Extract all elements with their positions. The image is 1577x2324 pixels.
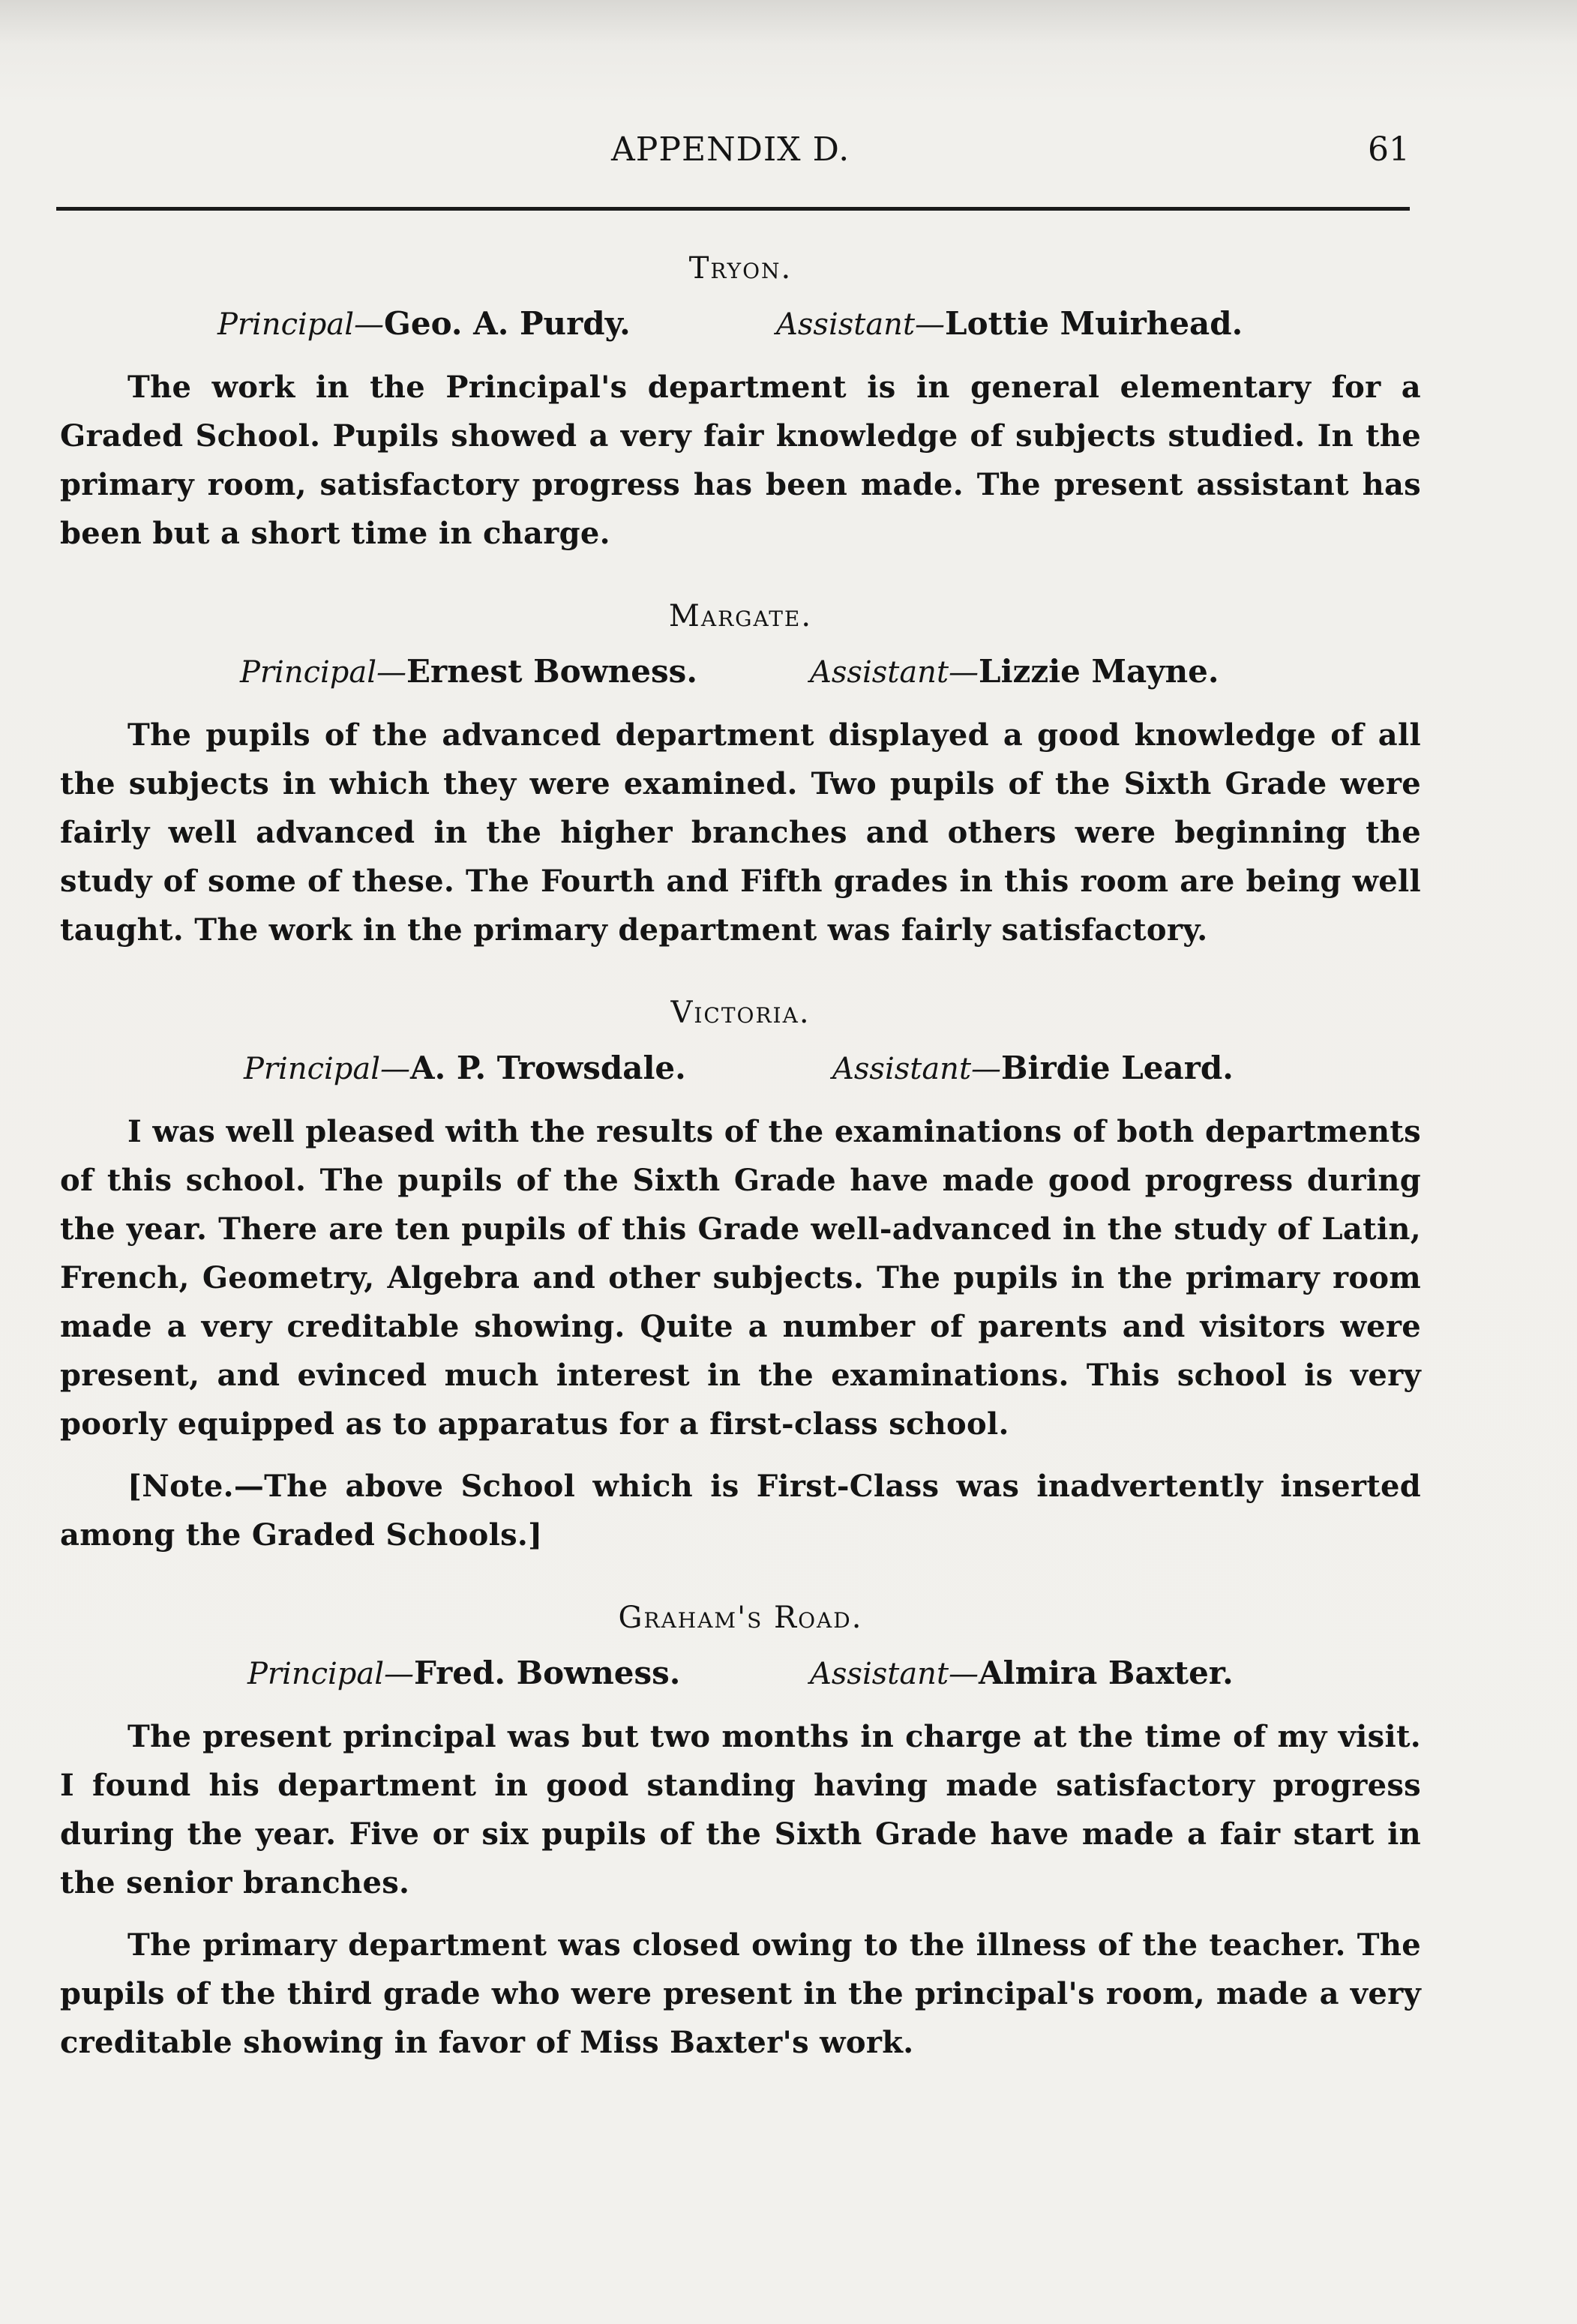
school-heading: Victoria. [670, 996, 811, 1030]
section-victoria [60, 992, 1421, 1559]
staff-line [60, 649, 1421, 694]
assistant [810, 649, 1219, 695]
principal-role: Principal— [247, 1657, 415, 1691]
principal-name: Fred. Bowness. [414, 1655, 681, 1691]
assistant-role: Assistant— [810, 655, 979, 690]
header-title: APPENDIX D. [611, 130, 850, 169]
report-paragraph: The pupils of the advanced department displayed a good knowledge of all the subjects in which they were examined. Two pupils of the Sixth Grade were fairly well advanced in the higher branches and others were beginning the study of some of these. The Fourth and Fifth grades in this room are being well taught. The work in the primary department was fairly satisfactory. [60, 717, 1421, 948]
page-number: 61 [1368, 130, 1410, 169]
principal [217, 301, 631, 347]
assistant-role: Assistant— [832, 1052, 1002, 1086]
principal [244, 1046, 686, 1092]
school-heading: Margate. [668, 599, 813, 633]
principal-role: Principal— [217, 307, 385, 342]
principal-name: Geo. A. Purdy. [384, 305, 631, 342]
principal-role: Principal— [240, 655, 407, 690]
staff-line [60, 1651, 1421, 1696]
school-heading: Graham's Road. [618, 1601, 863, 1635]
report-paragraph: I was well pleased with the results of the examinations of both departments of this school. The pupils of the Sixth Grade have made good progress during the year. There are ten pupils of this Grade well-advanced in the study of Latin, French, Geometry, Algebra and other subjects. The pupils in the primary room made a very creditable showing. Quite a number of parents and visitors were present, and evinced much interest in the examinations. This school is very poorly equipped as to apparatus for a first-class school. [60, 1114, 1421, 1442]
principal-name: Ernest Bowness. [406, 653, 697, 690]
staff-line [60, 1046, 1421, 1091]
page-body [60, 247, 1421, 2067]
section-margate [60, 595, 1421, 954]
principal-name: A. P. Trowsdale. [410, 1050, 686, 1086]
principal [240, 649, 697, 695]
section-tryon [60, 247, 1421, 558]
staff-line [60, 301, 1421, 346]
assistant-name: Lizzie Mayne. [979, 653, 1219, 690]
report-paragraph: The primary department was closed owing to the illness of the teacher. The pupils of the third grade who were present in the principal's room, made a very creditable showing in favor of Miss Baxter's work. [60, 1927, 1421, 2060]
report-paragraph: The work in the Principal's department is in general elementary for a Graded School. Pupils showed a very fair knowledge of subjects studied. In the primary room, satisfactory progress has been made. The present assistant has been but a short time in charge. [60, 370, 1421, 551]
principal-role: Principal— [244, 1052, 411, 1086]
running-header [60, 130, 1410, 183]
school-heading: Tryon. [688, 251, 793, 286]
assistant [832, 1046, 1234, 1092]
assistant-name: Almira Baxter. [979, 1655, 1234, 1691]
section-grahams-road [60, 1597, 1421, 2067]
assistant-role: Assistant— [810, 1657, 979, 1691]
assistant-role: Assistant— [776, 307, 946, 342]
assistant [776, 301, 1243, 347]
note-paragraph: [Note.—The above School which is First-Class was inadvertently inserted among the Graded Schools.] [60, 1469, 1421, 1553]
report-paragraph: The present principal was but two months in charge at the time of my visit. I found his department in good standing having made satisfactory progress during the year. Five or six pupils of the Sixth Grade have made a fair start in the senior branches. [60, 1719, 1421, 1900]
assistant-name: Lottie Muirhead. [945, 305, 1243, 342]
assistant-name: Birdie Leard. [1001, 1050, 1234, 1086]
assistant [810, 1651, 1234, 1697]
principal [247, 1651, 680, 1697]
header-rule [56, 207, 1410, 211]
